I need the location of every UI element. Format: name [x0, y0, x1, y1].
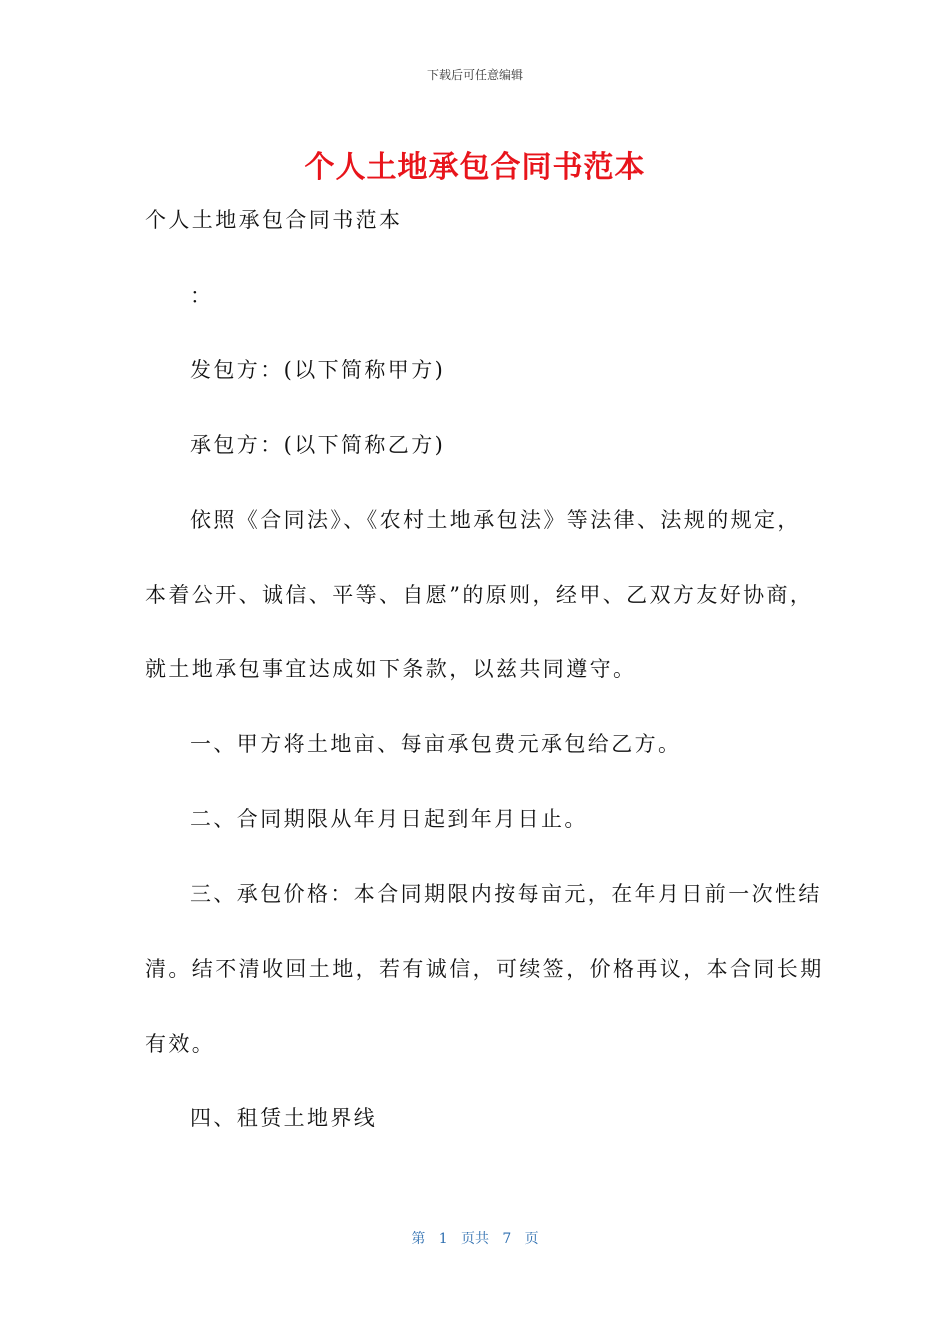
body-line-subtitle: 个人土地承包合同书范本	[145, 208, 403, 232]
body-line-preamble-1: 依照《合同法》、《农村土地承包法》等法律、法规的规定，	[190, 508, 801, 532]
body-line-clause-2: 二、合同期限从年月日起到年月日止。	[190, 807, 588, 831]
body-line-clause-1: 一、甲方将土地亩、每亩承包费元承包给乙方。	[190, 732, 682, 756]
header-note: 下载后可任意编辑	[426, 68, 523, 82]
body-line-party-b: 承包方：(以下简称乙方)	[190, 433, 446, 457]
body-line-clause-3c: 有效。	[145, 1032, 216, 1056]
footer-prefix: 第	[411, 1231, 426, 1247]
document-title: 个人土地承包合同书范本	[304, 150, 646, 185]
footer-suffix: 页	[524, 1231, 539, 1247]
page-footer	[0, 1228, 950, 1248]
body-line-party-a: 发包方：(以下简称甲方)	[190, 358, 446, 382]
body-line-clause-3a: 三、承包价格：本合同期限内按每亩元，在年月日前一次性结	[190, 882, 822, 906]
body-line-colon: ：	[190, 284, 214, 308]
footer-mid: 页共	[461, 1231, 489, 1247]
body-line-preamble-3: 就土地承包事宜达成如下条款，以兹共同遵守。	[145, 657, 637, 681]
current-page-number: 1	[438, 1231, 448, 1247]
body-line-preamble-2: 本着公开、诚信、平等、自愿”的原则，经甲、乙双方友好协商，	[145, 583, 814, 607]
body-line-clause-4: 四、租赁土地界线	[190, 1106, 378, 1130]
body-line-clause-3b: 清。结不清收回土地，若有诚信，可续签，价格再议，本合同长期	[145, 957, 824, 981]
total-pages-number: 7	[502, 1231, 512, 1247]
